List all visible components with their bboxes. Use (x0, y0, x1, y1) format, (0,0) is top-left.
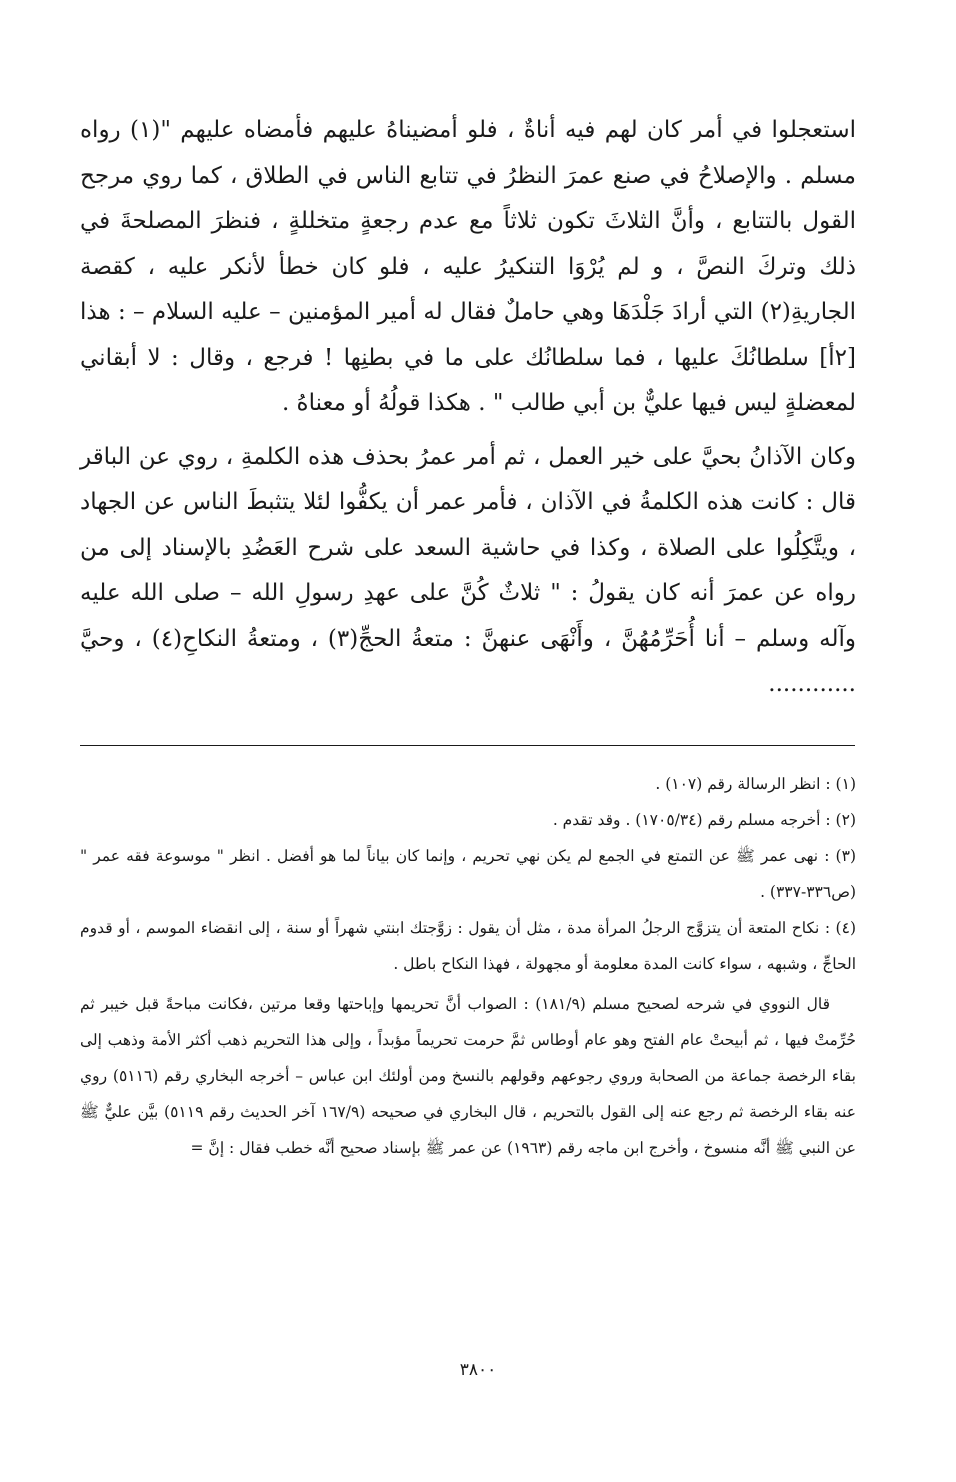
paragraph-1: استعجلوا في أمر كان لهم فيه أناةٌ ، فلو أمضيناهُ عليهم فأمضاه عليهم "(١) رواه مسلم . والإصلاحُ في صنع عمرَ النظرُ في تتابع الناس في الطلاق ، كما روي مرجح القول بالتتابع ، وأنَّ الثلاثَ تكون ثلاثاً مع عدم رجعةٍ متخللةٍ ، فنظرَ المصلحةَ في ذلك وتركَ النصَّ ، و لم يُرْوَا التنكيرُ عليه ، فلو كان خطأ لأنكر عليه ، كقصة الجاريةِ(٢) التي أرادَ جَلْدَهَا وهي حاملٌ فقال له أمير المؤمنين – عليه السلام – : هذا [٢أ] سلطانُكَ عليها ، فما سلطانُك على ما في بطنِها ! فرجع ، وقال : لا أبقاني لمعضلةٍ ليس فيها عليٌّ بن أبي طالب " . هكذا قولُهُ أو معناهُ . (80, 117, 856, 416)
footnote-3: (٣) : نهى عمر ﷺ عن التمتع في الجمع لم يكن نهي تحريم ، وإنما كان بياناً لما هو أفضل . انظر " موسوعة فقه عمر " (ص٣٣٦-٣٣٧) . (80, 847, 856, 901)
footnote-4-note: قال النووي في شرحه لصحيح مسلم (١٨١/٩) : الصواب أنَّ تحريمها وإباحتها وقعا مرتين ،فكانت مباحةً قبل خيبر ثم حُرِّمتْ فيها ، ثم أبيحتْ عام الفتح وهو عام أوطاس ثمَّ حرمت تحريماً مؤبداً ، وإلى هذا التحريم ذهب أكثر الأمة وذهب إلى بقاء الرخصة جماعة من الصحابة وروي رجوعهم وقولهم بالنسخ ومن أولئك ابن عباس – أخرجه البخاري رقم (٥١١٦) روي عنه بقاء الرخصة ثم رجع عنه إلى القول بالتحريم ، قال البخاري في صحيحه (١٦٧/٩ آخر الحديث رقم ٥١١٩) بيَّن عليٌّ ﷺ عن النبي ﷺ أنَّه منسوخ ، وأخرج ابن ماجه رقم (١٩٦٣) عن عمر ﷺ بإسناد صحيح أنَّه خطب فقال : إنَّ = (80, 995, 856, 1157)
main-text (80, 108, 856, 708)
footnote-4: (٤) : نكاح المتعة أن يتزوَّج الرجلُ المرأة مدة ، مثل أن يقول : زوَّجتك ابنتي شهراً أو سنة ، إلى انقضاء الموسم ، أو قدوم الحاجِّ ، وشبهه ، سواء كانت المدة معلومة أو مجهولة ، فهذا النكاح باطل . (80, 919, 856, 973)
footnotes (80, 766, 856, 1166)
footnote-1: (١) : انظر الرسالة رقم (١٠٧) . (655, 775, 856, 793)
page-number: ٣٨٠٠ (459, 1360, 497, 1380)
footnote-2: (٢) : أخرجه مسلم رقم (١٧٠٥/٣٤) . وقد تقدم . (552, 811, 856, 829)
paragraph-2: وكان الآذانُ بحيَّ على خير العمل ، ثم أمر عمرُ بحذف هذه الكلمةِ ، روي عن الباقر قال : كانت هذه الكلمةُ في الآذان ، فأمر عمر أن يكفُّوا لئلا يتثبطَ الناس عن الجهاد ، ويتَّكِلُوا على الصلاة ، وكذا في حاشية السعد على شرح العَضُدِ بالإسناد إلى من رواه عن عمرَ أنه كان يقولُ : " ثلاثٌ كُنَّ على عهدِ رسولِ الله – صلى الله عليه وآله وسلم – أنا أُحَرِّمُهُنَّ ، وأَنْهَى عنهنَّ : متعةُ الحجِّ(٣) ، ومتعةُ النكاحِ(٤) ، وحيَّ ............ (80, 443, 856, 697)
footnote-separator (80, 745, 855, 746)
